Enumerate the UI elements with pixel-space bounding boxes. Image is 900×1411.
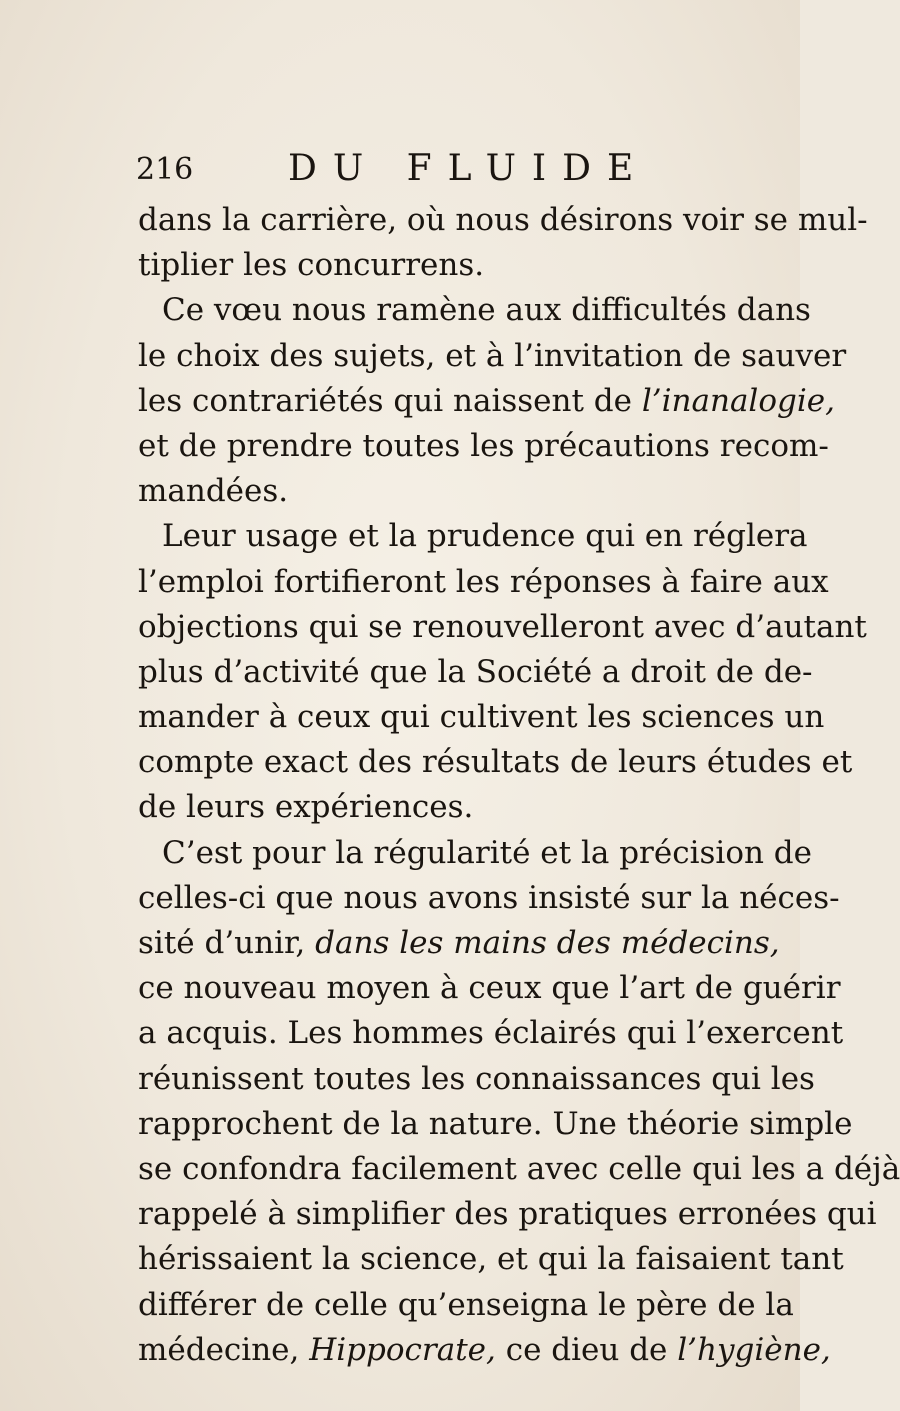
text-segment: hérissaient la science, et qui la faisaient tant: [138, 1241, 844, 1278]
page-header: [136, 148, 776, 198]
text-line: [138, 469, 746, 514]
text-segment: celles-ci que nous avons insisté sur la néces-: [138, 879, 840, 916]
text-segment: mandées.: [138, 473, 289, 510]
body-text: [138, 198, 900, 1373]
text-segment: ce nouveau moyen à ceux que l’art de guérir: [138, 970, 841, 1007]
text-segment: Ce vœu nous ramène aux difficultés dans: [162, 292, 811, 329]
text-line: [138, 695, 825, 740]
text-segment: objections qui se renouvelleront avec d’autant: [138, 608, 867, 645]
text-line: [138, 379, 835, 424]
text-line: [138, 560, 829, 605]
text-line: [138, 514, 808, 559]
text-line: [138, 876, 840, 921]
text-line: [138, 1283, 794, 1328]
text-segment: différer de celle qu’enseigna le père de la: [138, 1286, 794, 1323]
text-line: [138, 1011, 844, 1056]
page-number: 216: [136, 152, 194, 187]
text-segment: rapprochent de la nature. Une théorie simple: [138, 1105, 853, 1142]
text-line: [138, 785, 746, 830]
text-segment: réunissent toutes les connaissances qui les: [138, 1060, 815, 1097]
text-line: [138, 966, 841, 1011]
text-segment: Leur usage et la prudence qui en réglera: [162, 518, 808, 555]
text-line: [138, 921, 780, 966]
text-line: [138, 831, 812, 876]
text-line: [138, 1102, 853, 1147]
italic-text: l’inanalogie,: [641, 382, 835, 419]
italic-text: dans les mains des médecins,: [315, 925, 780, 961]
text-segment: et de prendre toutes les précautions recom-: [138, 427, 829, 464]
running-title: DU FLUIDE: [288, 148, 650, 189]
text-segment: les contrariétés qui naissent de: [138, 382, 642, 419]
text-line: [138, 650, 813, 695]
text-segment: compte exact des résultats de leurs études et: [138, 744, 853, 781]
text-line: [138, 1192, 877, 1237]
text-segment: médecine,: [138, 1331, 310, 1368]
text-line: [138, 243, 746, 288]
text-segment: tiplier les concurrens.: [138, 247, 485, 284]
text-segment: sité d’unir,: [138, 925, 316, 961]
text-line: [138, 1057, 815, 1102]
text-line: [138, 1237, 844, 1282]
text-segment: plus d’activité que la Société a droit de de-: [138, 653, 813, 690]
italic-text: Hippocrate,: [309, 1331, 496, 1368]
text-segment: l’emploi fortifieront les réponses à faire aux: [138, 563, 829, 600]
text-segment: dans la carrière, où nous désirons voir se mul-: [138, 202, 868, 238]
italic-text: l’hygiène,: [677, 1331, 831, 1368]
text-segment: se confondra facilement avec celle qui les a déjà: [138, 1150, 900, 1187]
text-line: [138, 1147, 900, 1192]
text-line: [138, 424, 829, 469]
text-segment: C’est pour la régularité et la précision de: [162, 834, 812, 871]
text-segment: mander à ceux qui cultivent les sciences un: [138, 699, 825, 736]
text-segment: ce dieu de: [495, 1331, 678, 1368]
text-line: [138, 334, 847, 379]
text-line: [138, 288, 811, 333]
text-segment: le choix des sujets, et à l’invitation de sauver: [138, 337, 847, 374]
text-segment: a acquis. Les hommes éclairés qui l’exercent: [138, 1015, 844, 1052]
text-segment: de leurs expériences.: [138, 789, 474, 826]
text-line: [138, 605, 867, 650]
text-segment: rappelé à simplifier des pratiques erronées qui: [138, 1196, 877, 1233]
text-line: [138, 740, 853, 785]
text-line: [138, 1328, 831, 1373]
text-line: [138, 198, 868, 243]
